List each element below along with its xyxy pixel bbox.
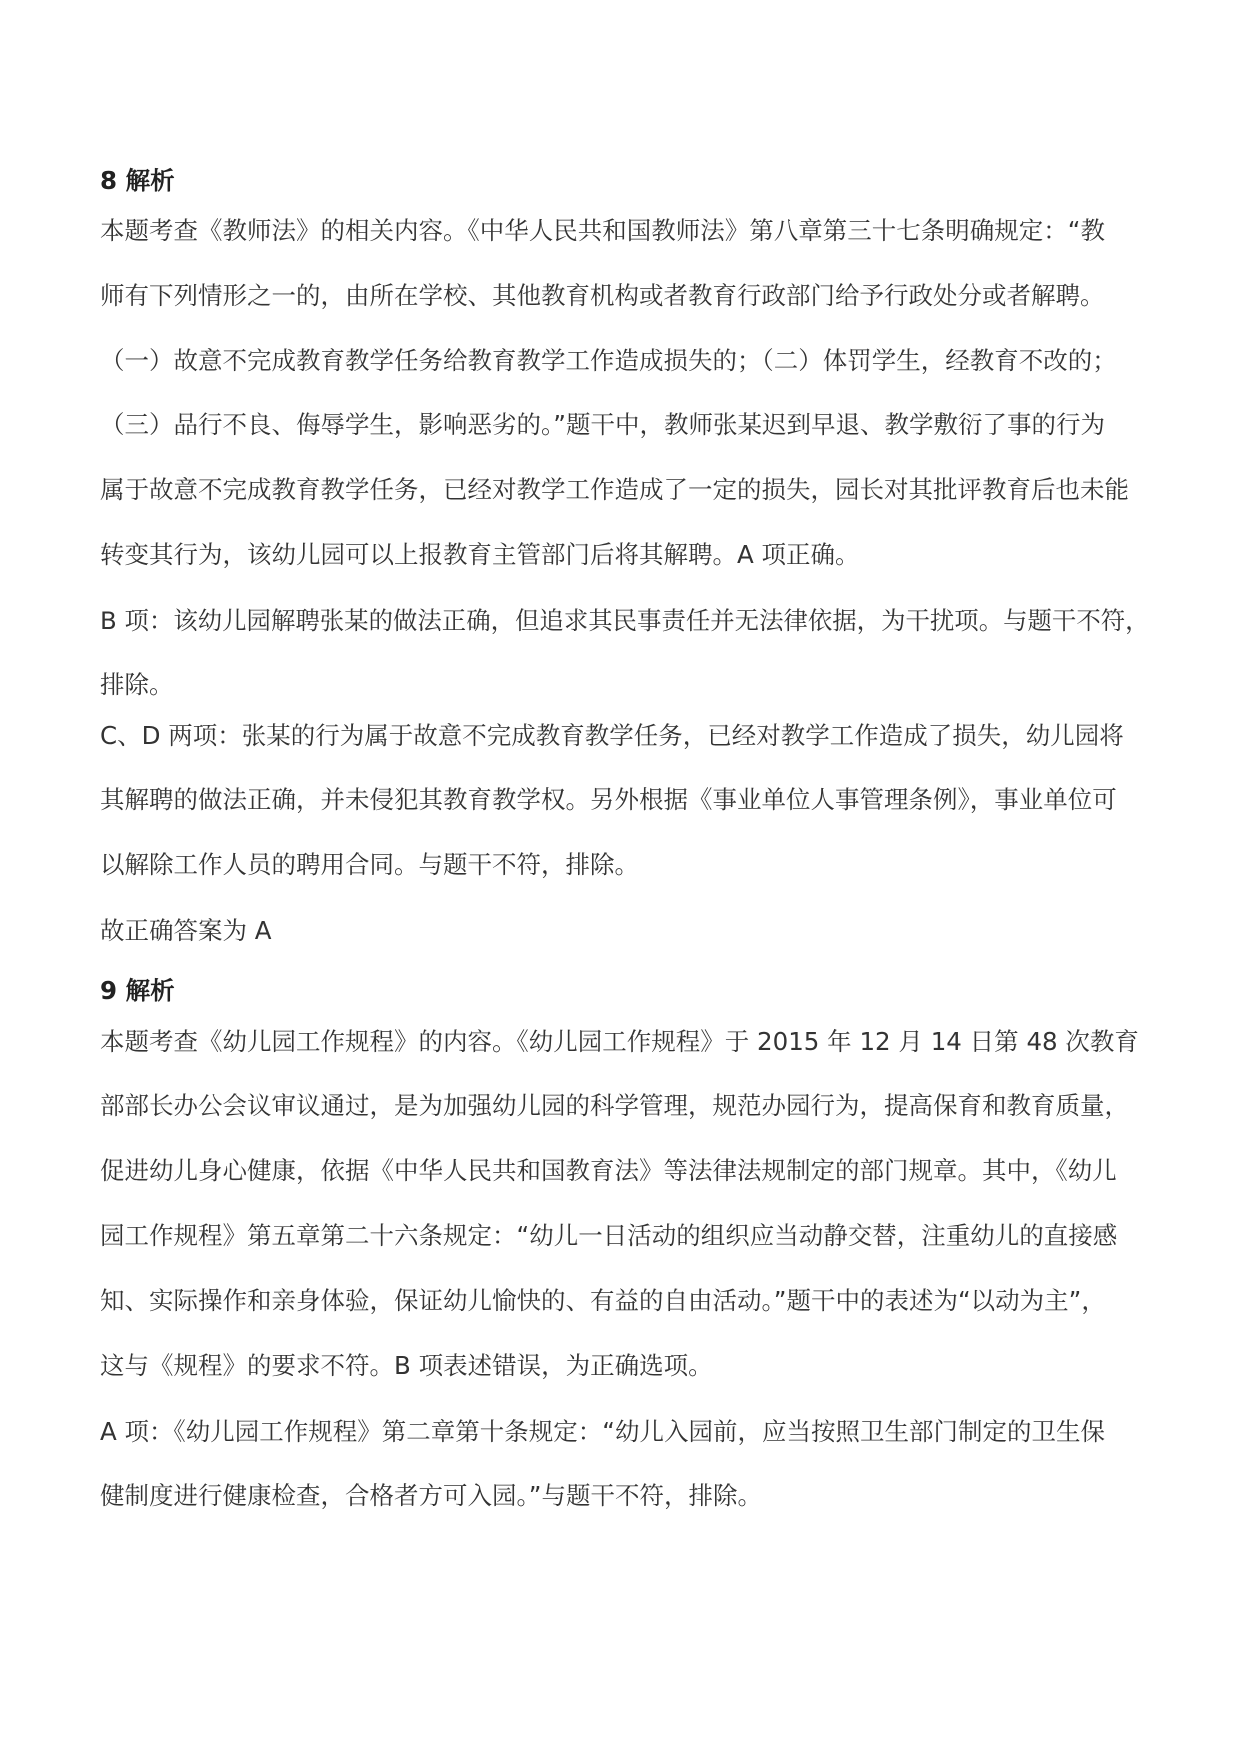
paragraph-line: 本题考查《教师法》的相关内容。《中华人民共和国教师法》第八章第三十七条明确规定：“教 [100, 216, 1105, 245]
section-heading-8: 8 解析 [100, 166, 175, 195]
paragraph-line: 促进幼儿身心健康，依据《中华人民共和国教育法》等法律法规制定的部门规章。其中，《幼儿 [100, 1156, 1117, 1185]
paragraph-line: 园工作规程》第五章第二十六条规定：“幼儿一日活动的组织应当动静交替，注重幼儿的直接感 [100, 1221, 1118, 1250]
paragraph-line: A 项：《幼儿园工作规程》第二章第十条规定：“幼儿入园前，应当按照卫生部门制定的卫生保 [100, 1417, 1105, 1446]
paragraph-line: 以解除工作人员的聘用合同。与题干不符，排除。 [100, 850, 639, 879]
paragraph-line: 这与《规程》的要求不符。B 项表述错误，为正确选项。 [100, 1351, 713, 1380]
section-heading-9: 9 解析 [100, 976, 175, 1005]
paragraph-line: 知、实际操作和亲身体验，保证幼儿愉快的、有益的自由活动。”题干中的表述为“以动为主”， [100, 1286, 1106, 1315]
paragraph-line: C、D 两项：张某的行为属于故意不完成教育教学任务，已经对教学工作造成了损失，幼儿园将 [100, 721, 1124, 750]
paragraph-line: 其解聘的做法正确，并未侵犯其教育教学权。另外根据《事业单位人事管理条例》，事业单位可 [100, 785, 1117, 814]
answer-line: 故正确答案为 A [100, 916, 272, 945]
paragraph-line: 本题考查《幼儿园工作规程》的内容。《幼儿园工作规程》于 2015 年 12 月 14 日第 48 次教育 [100, 1027, 1139, 1056]
paragraph-line: 属于故意不完成教育教学任务，已经对教学工作造成了一定的损失，园长对其批评教育后也未能 [100, 475, 1129, 504]
paragraph-line: 排除。 [100, 670, 174, 699]
paragraph-line: （三）品行不良、侮辱学生，影响恶劣的。”题干中，教师张某迟到早退、教学敷衍了事的行为 [100, 410, 1105, 439]
paragraph-line: 健制度进行健康检查，合格者方可入园。”与题干不符，排除。 [100, 1481, 762, 1510]
paragraph-line: 部部长办公会议审议通过，是为加强幼儿园的科学管理，规范办园行为，提高保育和教育质量， [100, 1091, 1129, 1120]
paragraph-line: 转变其行为，该幼儿园可以上报教育主管部门后将其解聘。A 项正确。 [100, 540, 860, 569]
paragraph-line: （一）故意不完成教育教学任务给教育教学工作造成损失的；（二）体罚学生，经教育不改的； [100, 346, 1117, 375]
paragraph-line: 师有下列情形之一的，由所在学校、其他教育机构或者教育行政部门给予行政处分或者解聘。 [100, 281, 1105, 310]
paragraph-line: B 项：该幼儿园解聘张某的做法正确，但追求其民事责任并无法律依据，为干扰项。与题干不符， [100, 606, 1150, 635]
